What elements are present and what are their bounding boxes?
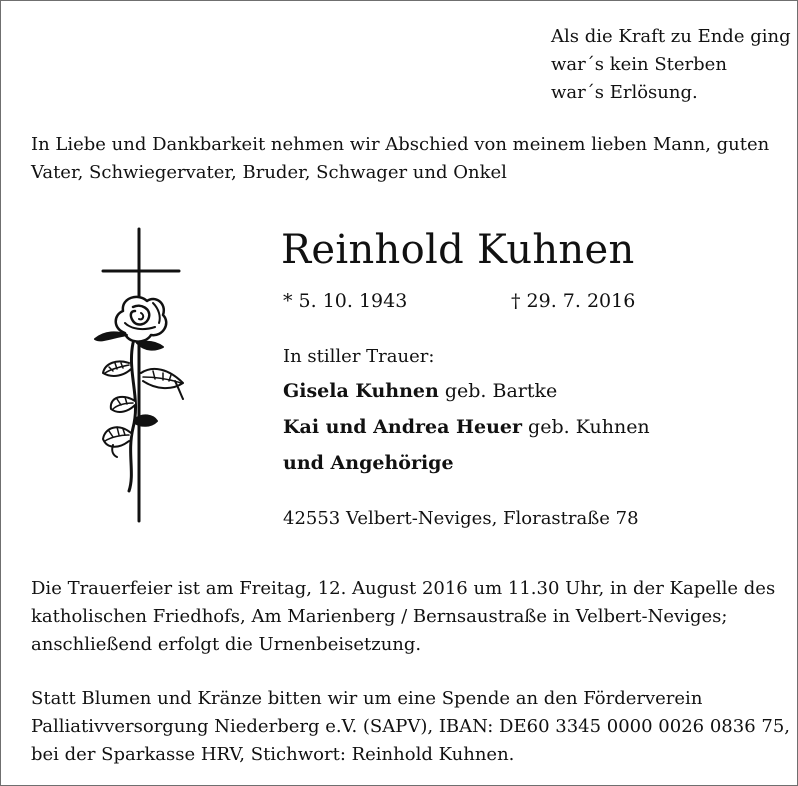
donation-request	[31, 685, 790, 769]
funeral-line-3: anschließend erfolgt die Urnenbeisetzung.	[31, 634, 422, 655]
intro-line-2: Vater, Schwiegervater, Bruder, Schwager und Onkel	[31, 162, 507, 183]
birth-date: * 5. 10. 1943	[283, 290, 408, 312]
donation-line-2: Palliativversorgung Niederberg e.V. (SAPV), IBAN: DE60 3345 0000 0026 0836 75,	[31, 716, 790, 737]
deceased-name: Reinhold Kuhnen	[281, 227, 635, 273]
mourner-entry	[283, 412, 650, 442]
mourner-entry	[283, 448, 454, 478]
mourner-name: und Angehörige	[283, 452, 454, 474]
mourner-entry	[283, 376, 557, 406]
mourner-name: Kai und Andrea Heuer	[283, 416, 523, 438]
death-date: † 29. 7. 2016	[511, 290, 636, 312]
motto-verse	[551, 23, 791, 107]
motto-line-2: war´s kein Sterben	[551, 54, 727, 75]
mourners-label: In stiller Trauer:	[283, 346, 435, 367]
donation-line-3: bei der Sparkasse HRV, Stichwort: Reinhold Kuhnen.	[31, 744, 515, 765]
funeral-details	[31, 575, 776, 659]
cross-with-rose-icon	[83, 223, 203, 529]
funeral-line-1: Die Trauerfeier ist am Freitag, 12. August 2016 um 11.30 Uhr, in der Kapelle des	[31, 578, 776, 599]
intro-line-1: In Liebe und Dankbarkeit nehmen wir Abschied von meinem lieben Mann, guten	[31, 134, 770, 155]
motto-line-1: Als die Kraft zu Ende ging	[551, 26, 791, 47]
donation-line-1: Statt Blumen und Kränze bitten wir um eine Spende an den Förderverein	[31, 688, 703, 709]
family-address: 42553 Velbert-Neviges, Florastraße 78	[283, 508, 639, 529]
funeral-line-2: katholischen Friedhofs, Am Marienberg / Bernsaustraße in Velbert-Neviges;	[31, 606, 728, 627]
motto-line-3: war´s Erlösung.	[551, 82, 698, 103]
mourner-note: geb. Bartke	[438, 380, 558, 402]
mourner-name: Gisela Kuhnen	[283, 380, 439, 402]
intro-text	[31, 131, 773, 187]
mourner-note: geb. Kuhnen	[522, 416, 650, 438]
